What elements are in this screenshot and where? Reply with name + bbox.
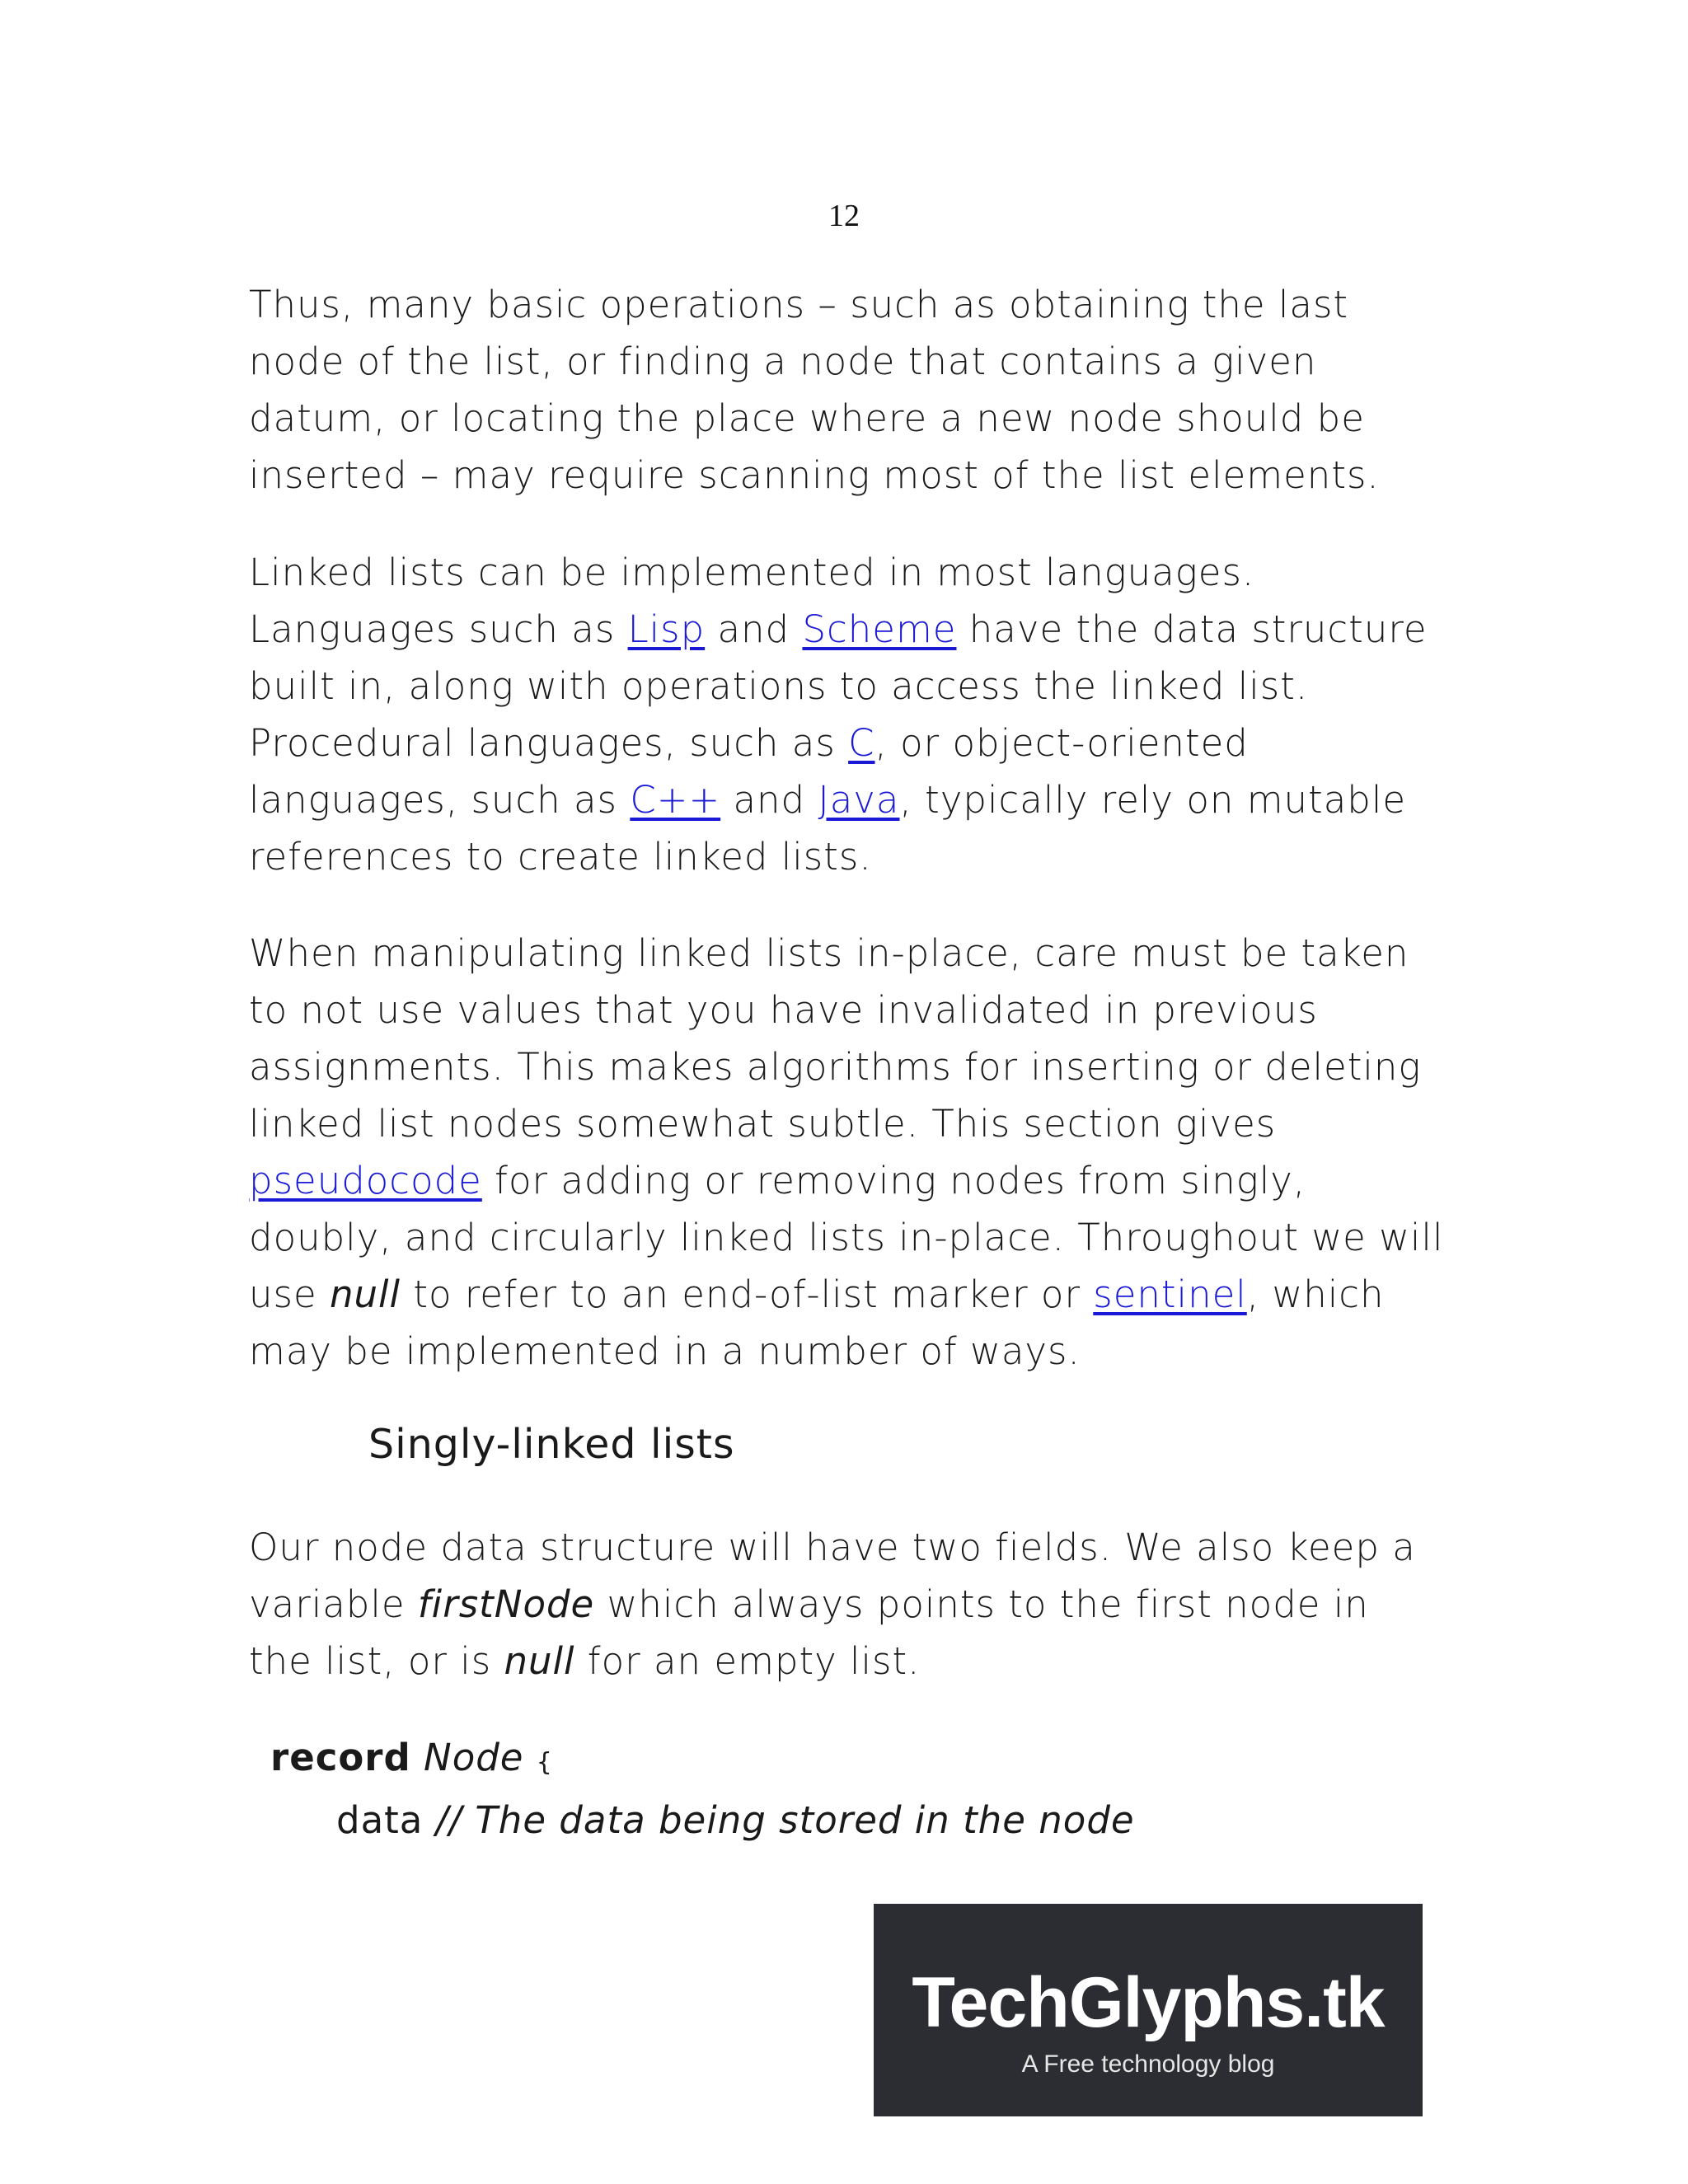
emphasis-null: null [329,1272,401,1316]
code-brace: { [536,1748,553,1777]
paragraph-text: which always points to the first node in the list, or is [249,1582,1369,1683]
paragraph-text: and [720,778,818,822]
link-java[interactable]: Java [818,778,900,822]
paragraph-text: have the data structure built in, along with operations to access the linked list. Procedural languages, such as [249,607,1428,765]
page-number: 12 [828,199,860,233]
emphasis-firstnode: firstNode [417,1582,595,1626]
link-scheme[interactable]: Scheme [802,607,957,651]
section-heading: Singly-linked lists [368,1421,735,1468]
paragraph-text: , typically rely on mutable references to create linked lists. [249,778,1407,879]
paragraph-text: for adding or removing nodes from singly, doubly, and circularly linked lists in-place. Throughout we will use [249,1159,1444,1316]
link-lisp[interactable]: Lisp [627,607,706,651]
paragraph-scanning [249,276,1444,504]
paragraph-node-structure [249,1519,1444,1690]
link-pseudocode[interactable]: pseudocode [249,1159,482,1202]
paragraph-text: , or object-oriented languages, such as [249,721,1249,822]
code-block [270,1729,1135,1849]
code-comment: // The data being stored in the node [435,1798,1135,1842]
code-type-name: Node [424,1736,524,1779]
paragraph-text: and [705,607,803,651]
watermark-tagline: A Free technology blog [1021,2050,1275,2078]
code-keyword: record [270,1736,411,1779]
code-field: data [336,1798,424,1842]
paragraph-text: When manipulating linked lists in-place, care must be taken to not use values that you have invalidated in previous assignments. This makes algorithms for inserting or deleting linked list nodes somewhat subtle. This section gives [249,931,1422,1146]
paragraph-manipulating [249,925,1444,1380]
code-line [270,1792,1135,1849]
paragraph-text: Linked lists can be implemented in most languages. Languages such as [249,551,1255,651]
paragraph-text: for an empty list. [574,1639,921,1683]
emphasis-null: null [504,1639,575,1683]
watermark-banner [874,1904,1423,2116]
paragraph-text: Our node data structure will have two fields. We also keep a variable [249,1526,1416,1626]
watermark-title: TechGlyphs.tk [912,1963,1385,2042]
code-line [270,1729,1135,1792]
paragraph-text: to refer to an end-of-list marker or [401,1272,1094,1316]
paragraph-text: Thus, many basic operations – such as obtaining the last node of the list, or finding a node that contains a given datum, or locating the place where a new node should be inserted – may require scanning most of the list elements. [249,283,1380,497]
paragraph-text: , which may be implemented in a number of ways. [249,1272,1385,1373]
paragraph-languages [249,544,1444,885]
link-c[interactable]: C [848,721,875,765]
link-cpp[interactable]: C++ [630,778,721,822]
link-sentinel[interactable]: sentinel [1093,1272,1247,1316]
